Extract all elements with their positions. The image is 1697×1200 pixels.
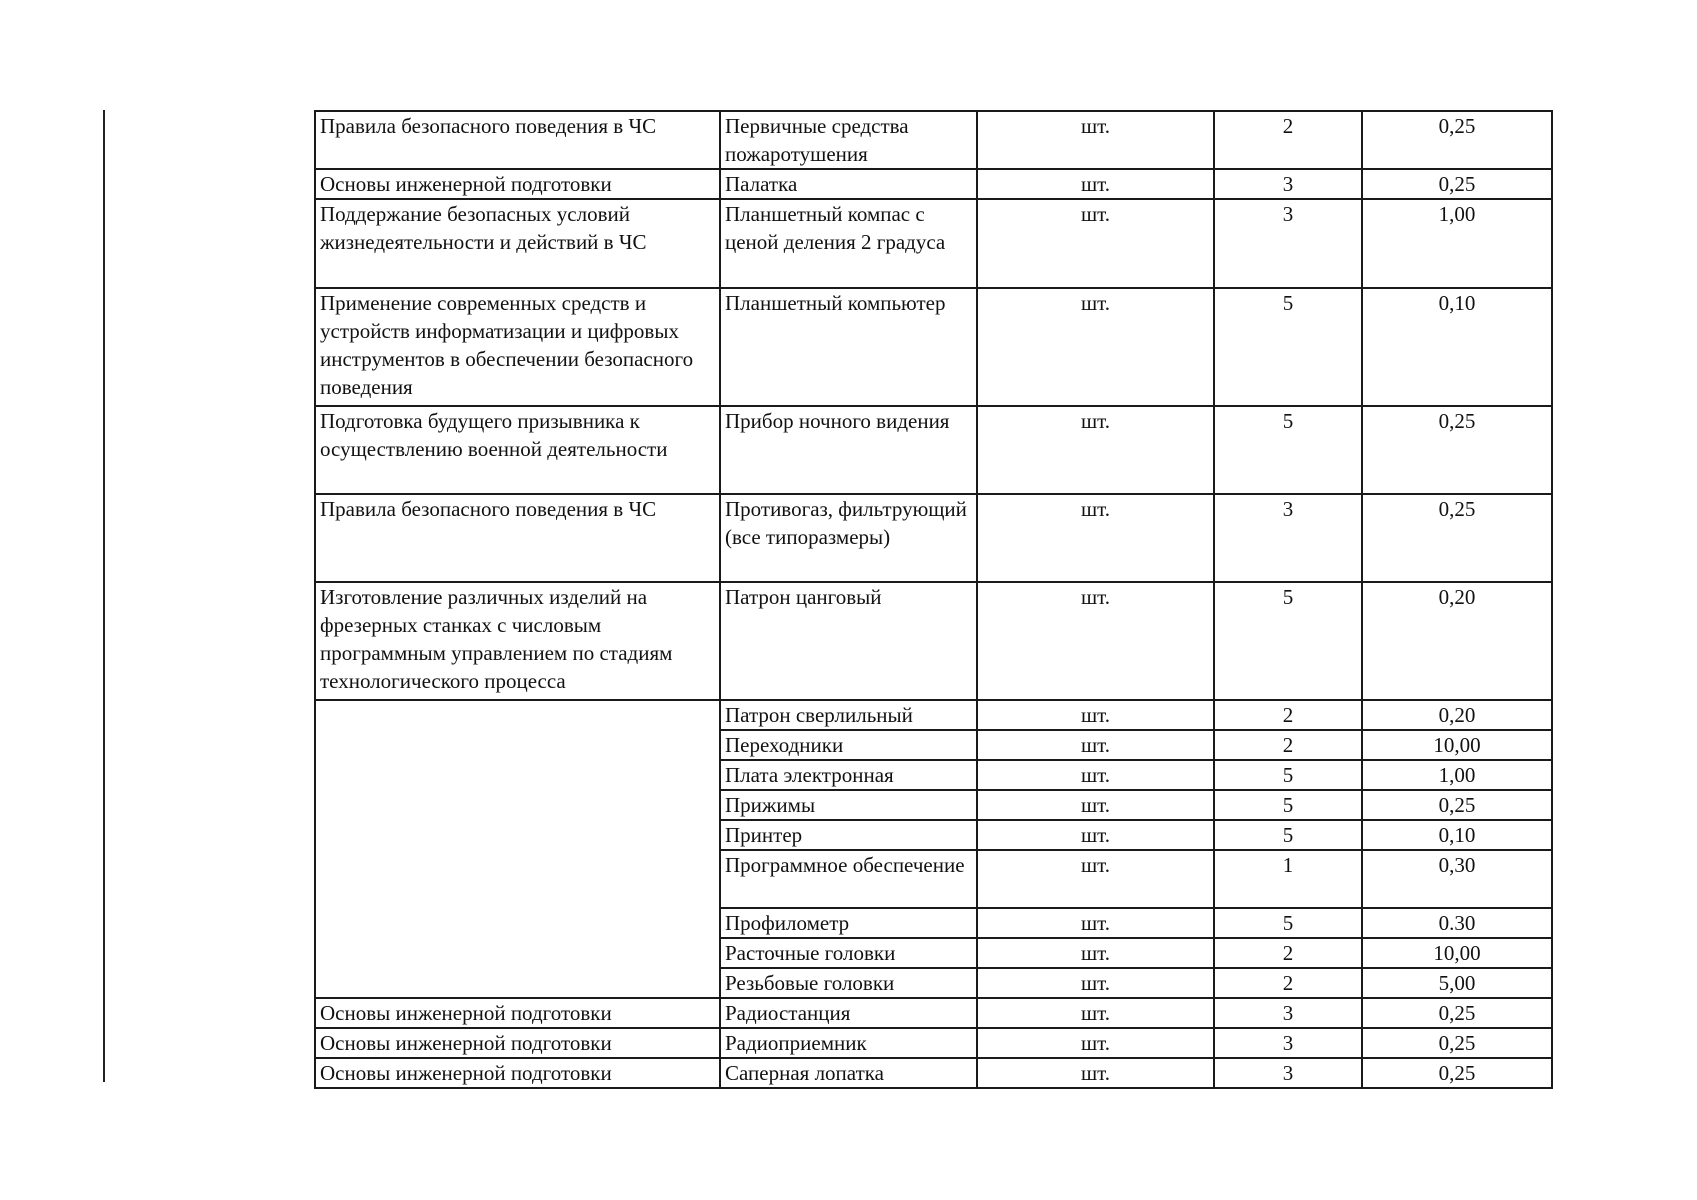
norm-cell: 0,30: [1362, 850, 1552, 908]
norm-cell: 0,20: [1362, 700, 1552, 730]
table-row: [315, 582, 1552, 700]
norm-cell: 0,10: [1362, 820, 1552, 850]
topic-cell: Изготовление различных изделий на фрезерных станках с числовым программным управлением по стадиям технологического процесса: [315, 582, 720, 700]
item-cell: Прибор ночного видения: [720, 406, 977, 494]
table-row: [315, 1058, 1552, 1088]
item-cell: Профилометр: [720, 908, 977, 938]
qty-cell: 2: [1214, 938, 1362, 968]
unit-cell: шт.: [977, 938, 1214, 968]
topic-cell: Подготовка будущего призывника к осуществлению военной деятельности: [315, 406, 720, 494]
unit-cell: шт.: [977, 790, 1214, 820]
item-cell: Планшетный компас с ценой деления 2 градуса: [720, 199, 977, 288]
qty-cell: 2: [1214, 730, 1362, 760]
table-row: [315, 406, 1552, 494]
qty-cell: 2: [1214, 968, 1362, 998]
norm-cell: 0,25: [1362, 406, 1552, 494]
item-cell: Переходники: [720, 730, 977, 760]
qty-cell: 2: [1214, 111, 1362, 169]
topic-cell: Правила безопасного поведения в ЧС: [315, 111, 720, 169]
qty-cell: 5: [1214, 790, 1362, 820]
item-cell: Принтер: [720, 820, 977, 850]
norm-cell: 10,00: [1362, 730, 1552, 760]
qty-cell: 5: [1214, 760, 1362, 790]
unit-cell: шт.: [977, 730, 1214, 760]
unit-cell: шт.: [977, 582, 1214, 700]
unit-cell: шт.: [977, 494, 1214, 582]
topic-cell: Правила безопасного поведения в ЧС: [315, 494, 720, 582]
norm-cell: 0,20: [1362, 582, 1552, 700]
norm-cell: 0.30: [1362, 908, 1552, 938]
item-cell: Расточные головки: [720, 938, 977, 968]
unit-cell: шт.: [977, 288, 1214, 406]
table-row: [315, 199, 1552, 288]
margin-rule: [103, 110, 105, 1082]
norm-cell: 1,00: [1362, 199, 1552, 288]
unit-cell: шт.: [977, 820, 1214, 850]
unit-cell: шт.: [977, 850, 1214, 908]
item-cell: Радиоприемник: [720, 1028, 977, 1058]
unit-cell: шт.: [977, 199, 1214, 288]
norm-cell: 0,10: [1362, 288, 1552, 406]
norm-cell: 1,00: [1362, 760, 1552, 790]
qty-cell: 1: [1214, 850, 1362, 908]
norm-cell: 0,25: [1362, 790, 1552, 820]
qty-cell: 5: [1214, 406, 1362, 494]
table-row: [315, 111, 1552, 169]
qty-cell: 3: [1214, 998, 1362, 1028]
norm-cell: 10,00: [1362, 938, 1552, 968]
item-cell: Резьбовые головки: [720, 968, 977, 998]
equipment-table: [314, 110, 1553, 1089]
item-cell: Программное обеспечение: [720, 850, 977, 908]
qty-cell: 3: [1214, 1058, 1362, 1088]
table-row: [315, 288, 1552, 406]
topic-cell-empty: [315, 700, 720, 998]
topic-cell: Поддержание безопасных условий жизнедеятельности и действий в ЧС: [315, 199, 720, 288]
table-row: [315, 1028, 1552, 1058]
topic-cell: Основы инженерной подготовки: [315, 998, 720, 1028]
qty-cell: 5: [1214, 582, 1362, 700]
qty-cell: 5: [1214, 820, 1362, 850]
unit-cell: шт.: [977, 700, 1214, 730]
item-cell: Патрон сверлильный: [720, 700, 977, 730]
item-cell: Противогаз, фильтрующий (все типоразмеры): [720, 494, 977, 582]
norm-cell: 0,25: [1362, 169, 1552, 199]
item-cell: Первичные средства пожаротушения: [720, 111, 977, 169]
norm-cell: 0,25: [1362, 1028, 1552, 1058]
norm-cell: 0,25: [1362, 998, 1552, 1028]
unit-cell: шт.: [977, 111, 1214, 169]
qty-cell: 3: [1214, 494, 1362, 582]
topic-cell: Применение современных средств и устройств информатизации и цифровых инструментов в обеспечении безопасного поведения: [315, 288, 720, 406]
unit-cell: шт.: [977, 406, 1214, 494]
item-cell: Патрон цанговый: [720, 582, 977, 700]
unit-cell: шт.: [977, 169, 1214, 199]
item-cell: Саперная лопатка: [720, 1058, 977, 1088]
unit-cell: шт.: [977, 968, 1214, 998]
topic-cell: Основы инженерной подготовки: [315, 1028, 720, 1058]
unit-cell: шт.: [977, 1028, 1214, 1058]
topic-cell: Основы инженерной подготовки: [315, 169, 720, 199]
item-cell: Радиостанция: [720, 998, 977, 1028]
qty-cell: 3: [1214, 169, 1362, 199]
qty-cell: 5: [1214, 908, 1362, 938]
norm-cell: 0,25: [1362, 1058, 1552, 1088]
unit-cell: шт.: [977, 760, 1214, 790]
unit-cell: шт.: [977, 998, 1214, 1028]
qty-cell: 3: [1214, 199, 1362, 288]
qty-cell: 5: [1214, 288, 1362, 406]
norm-cell: 5,00: [1362, 968, 1552, 998]
table-row: [315, 169, 1552, 199]
item-cell: Планшетный компьютер: [720, 288, 977, 406]
norm-cell: 0,25: [1362, 111, 1552, 169]
table-row: [315, 998, 1552, 1028]
qty-cell: 3: [1214, 1028, 1362, 1058]
unit-cell: шт.: [977, 1058, 1214, 1088]
item-cell: Прижимы: [720, 790, 977, 820]
item-cell: Палатка: [720, 169, 977, 199]
table-row: [315, 700, 1552, 730]
unit-cell: шт.: [977, 908, 1214, 938]
topic-cell: Основы инженерной подготовки: [315, 1058, 720, 1088]
norm-cell: 0,25: [1362, 494, 1552, 582]
table-row: [315, 494, 1552, 582]
item-cell: Плата электронная: [720, 760, 977, 790]
qty-cell: 2: [1214, 700, 1362, 730]
